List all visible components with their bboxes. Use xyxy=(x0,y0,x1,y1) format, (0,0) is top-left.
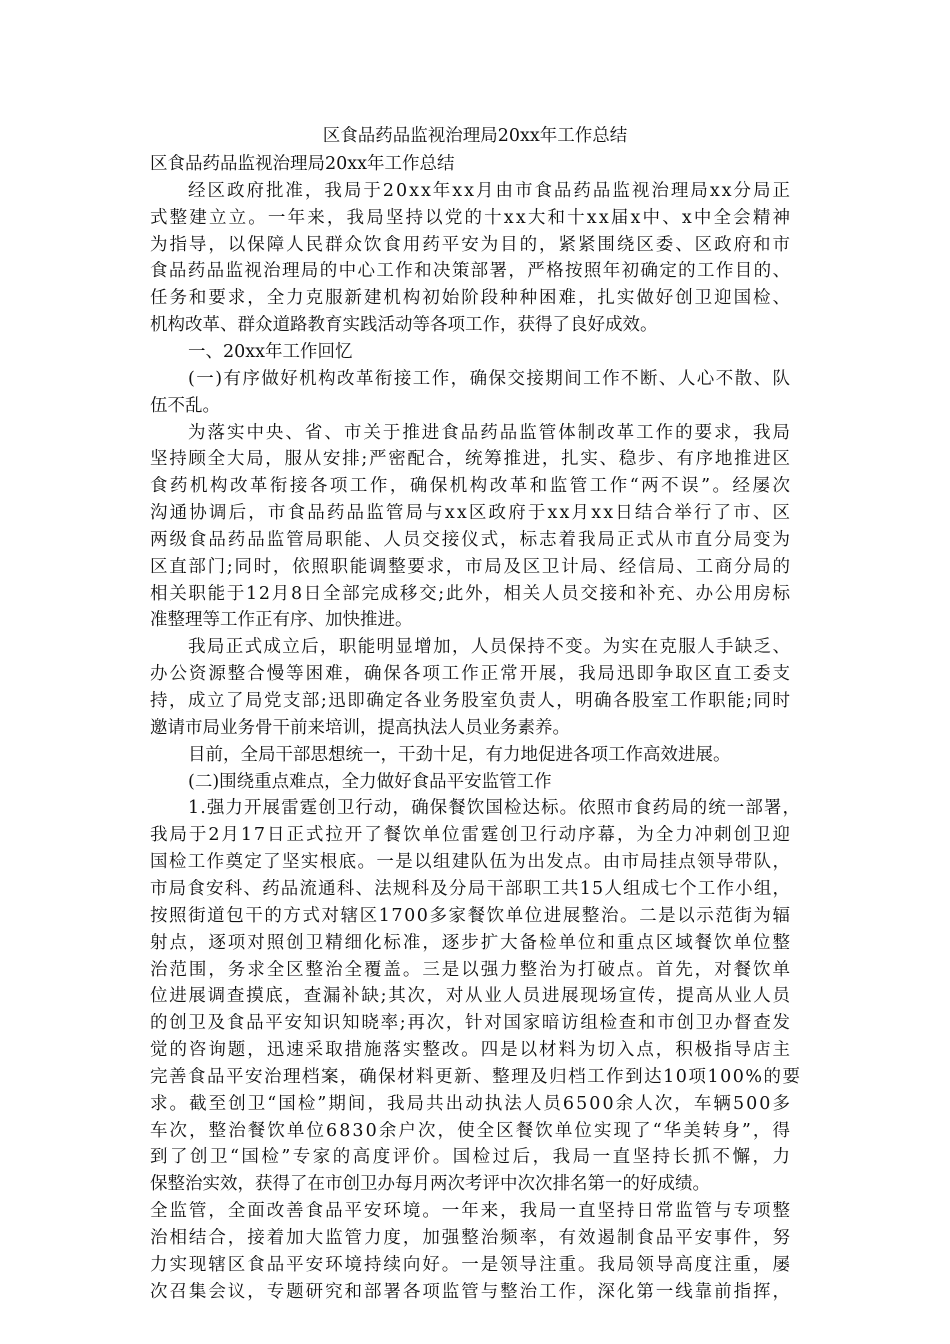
paragraph-line: 求。截至创卫“国检”期间，我局共出动执法人员6500余人次，车辆500多 xyxy=(150,1093,793,1114)
paragraph-line: 目前，全局干部思想统一，干劲十足，有力地促进各项工作高效进展。 xyxy=(188,744,731,765)
paragraph-line: 沟通协调后，市食品药品监管局与xx区政府于xx月xx日结合举行了市、区 xyxy=(150,503,793,524)
paragraph-line: 1.强力开展雷霆创卫行动，确保餐饮国检达标。依照市食药局的统一部署， xyxy=(188,798,802,819)
paragraph-line: 全监管，全面改善食品平安环境。一年来，我局一直坚持日常监管与专项整 xyxy=(150,1201,792,1222)
paragraph-line: 相关职能于12月8日全部完成移交;此外，相关人员交接和补充、办公用房标 xyxy=(150,583,792,604)
paragraph-line: 准整理等工作正有序、加快推进。 xyxy=(150,610,413,631)
paragraph-line: 治相结合，接着加大监管力度，加强整治频率，有效遏制食品平安事件，努 xyxy=(150,1228,792,1248)
paragraph-line: 区直部门;同时，依照职能调整要求，市局及区卫计局、经信局、工商分局的 xyxy=(150,556,792,577)
paragraph-line: 伍不乱。 xyxy=(150,395,220,416)
paragraph-line: 邀请市局业务骨干前来培训，提高执法人员业务素养。 xyxy=(150,717,570,738)
paragraph-line: (一)有序做好机构改革衔接工作，确保交接期间工作不断、人心不散、队 xyxy=(188,368,792,389)
paragraph-line: 次召集会议，专题研究和部署各项监管与整治工作，深化第一线靠前指挥， xyxy=(150,1281,792,1302)
paragraph-line: 为落实中央、省、市关于推进食品药品监管体制改革工作的要求，我局 xyxy=(188,422,792,443)
paragraph-line: 保整治实效，获得了在市创卫办每月两次考评中次次排名第一的好成绩。 xyxy=(150,1174,710,1195)
paragraph-line: 我局于2月17日正式拉开了餐饮单位雷霆创卫行动序幕，为全力冲刺创卫迎 xyxy=(150,825,792,846)
paragraph-line: 办公资源整合慢等困难，确保各项工作正常开展，我局迅即争取区直工委支 xyxy=(150,664,792,685)
paragraph-line: 国检工作奠定了坚实根底。一是以组建队伍为出发点。由市局挂点领导带队， xyxy=(150,852,792,873)
paragraph-line: 觉的咨询题，迅速采取措施落实整改。四是以材料为切入点，积极指导店主 xyxy=(150,1040,792,1061)
paragraph-line: 为指导，以保障人民群众饮食用药平安为目的，紧紧围绕区委、区政府和市 xyxy=(150,234,792,255)
paragraph-line: 射点，逐项对照创卫精细化标准，逐步扩大备检单位和重点区域餐饮单位整 xyxy=(150,932,792,953)
document-title: 区食品药品监视治理局20xx年工作总结 xyxy=(322,126,628,146)
paragraph-line: 经区政府批准，我局于20xx年xx月由市食品药品监视治理局xx分局正 xyxy=(188,180,792,201)
paragraph-line: 任务和要求，全力克服新建机构初始阶段种种困难，扎实做好创卫迎国检、 xyxy=(150,288,792,309)
paragraph-line: 区食品药品监视治理局20xx年工作总结 xyxy=(150,154,455,174)
paragraph-line: 到了创卫“国检”专家的高度评价。国检过后，我局一直坚持长抓不懈，力 xyxy=(150,1147,793,1168)
paragraph-line: 车次，整治餐饮单位6830余户次，使全区餐饮单位实现了“华美转身”，得 xyxy=(150,1120,793,1141)
paragraph-line: 力实现辖区食品平安环境持续向好。一是领导注重。我局领导高度注重，屡 xyxy=(150,1254,792,1275)
paragraph-line: 持，成立了局党支部;迅即确定各业务股室负责人，明确各股室工作职能;同时 xyxy=(150,691,792,711)
paragraph-line: 市局食安科、药品流通科、法规科及分局干部职工共15人组成七个工作小组， xyxy=(150,878,792,899)
paragraph-line: 食品药品监视治理局的中心工作和决策部署，严格按照年初确定的工作目的、 xyxy=(150,261,792,282)
paragraph-line: 我局正式成立后，职能明显增加，人员保持不变。为实在克服人手缺乏、 xyxy=(188,637,792,658)
paragraph-line: 机构改革、群众道路教育实践活动等各项工作，获得了良好成效。 xyxy=(150,315,658,336)
paragraph-line: 两级食品药品监管局职能、人员交接仪式，标志着我局正式从市直分局变为 xyxy=(150,529,792,550)
paragraph-line: 食药机构改革衔接各项工作，确保机构改革和监管工作“两不误”。经屡次 xyxy=(150,476,793,497)
paragraph-line: 完善食品平安治理档案，确保材料更新、整理及归档工作到达10项100%的要 xyxy=(150,1066,802,1087)
paragraph-line: 一、20xx年工作回忆 xyxy=(188,341,353,362)
paragraph-line: 治范围，务求全区整治全覆盖。三是以强力整治为打破点。首先，对餐饮单 xyxy=(150,959,792,980)
paragraph-line: 坚持顾全大局，服从安排;严密配合，统筹推进，扎实、稳步、有序地推进区 xyxy=(150,449,792,470)
paragraph-line: 式整建立立。一年来，我局坚持以党的十xx大和十xx届x中、x中全会精神 xyxy=(150,207,793,228)
paragraph-line: 按照街道包干的方式对辖区1700多家餐饮单位进展整治。二是以示范街为辐 xyxy=(150,905,792,926)
paragraph-line: 位进展调查摸底，查漏补缺;其次，对从业人员进展现场宣传，提高从业人员 xyxy=(150,986,792,1007)
paragraph-line: 的创卫及食品平安知识知晓率;再次，针对国家暗访组检查和市创卫办督查发 xyxy=(150,1013,792,1034)
paragraph-line: (二)围绕重点难点，全力做好食品平安监管工作 xyxy=(188,771,552,792)
